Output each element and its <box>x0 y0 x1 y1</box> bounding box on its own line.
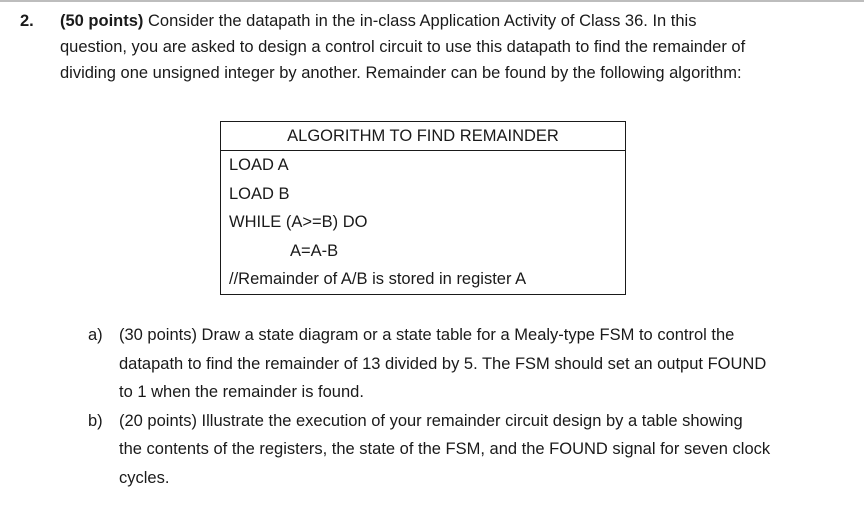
algorithm-row-load-b: LOAD B <box>229 184 290 203</box>
algorithm-table <box>220 121 626 295</box>
part-b-label: b) <box>88 411 103 430</box>
part-a-text-2: datapath to find the remainder of 13 divided by 5. The FSM should set an output FOUND <box>119 354 767 373</box>
question-text-line-2: question, you are asked to design a control circuit to use this datapath to find the remainder of <box>60 38 746 56</box>
algorithm-row-load-a: LOAD A <box>229 156 289 174</box>
algorithm-header: ALGORITHM TO FIND REMAINDER <box>221 122 625 151</box>
part-a-line-1 <box>88 321 858 350</box>
question-points: (50 points) <box>60 12 144 30</box>
question-number: 2. <box>20 12 34 30</box>
question-text-line-1: Consider the datapath in the in-class Application Activity of Class 36. In this <box>143 12 697 30</box>
part-a-text-1: (30 points) Draw a state diagram or a state table for a Mealy-type FSM to control the <box>119 326 735 344</box>
part-a-text-3: to 1 when the remainder is found. <box>119 383 364 402</box>
part-a <box>88 321 858 407</box>
algorithm-row-while: WHILE (A>=B) DO <box>229 213 368 232</box>
question-text-line-3: dividing one unsigned integer by another. Remainder can be found by the following algorithm: <box>60 64 742 82</box>
part-b <box>88 407 858 493</box>
algorithm-row-subtract: A=A-B <box>290 241 339 260</box>
part-a-label: a) <box>88 326 103 344</box>
algorithm-row-comment: //Remainder of A/B is stored in register A <box>229 270 527 289</box>
question-parts <box>88 321 858 493</box>
question-block <box>20 8 856 86</box>
top-divider <box>0 0 864 2</box>
part-b-line-1 <box>88 407 858 436</box>
part-b-text-2: the contents of the registers, the state of the FSM, and the FOUND signal for seven clock <box>119 440 771 459</box>
part-b-text-1: (20 points) Illustrate the execution of your remainder circuit design by a table showing <box>119 411 743 430</box>
question-first-line <box>20 8 856 34</box>
part-b-text-3: cycles. <box>119 468 170 487</box>
